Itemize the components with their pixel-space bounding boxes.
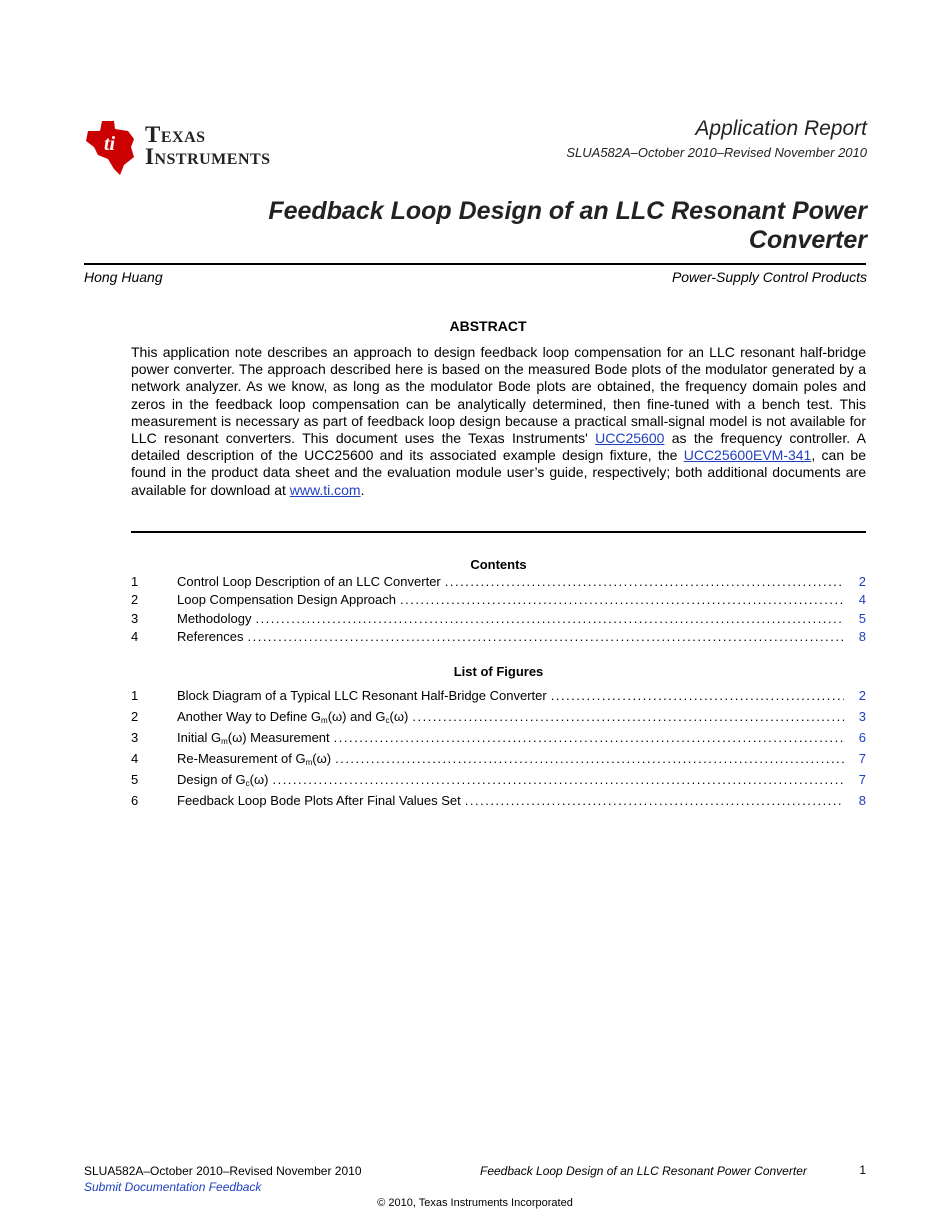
figure-label [177, 772, 272, 788]
toc-leader [445, 574, 844, 589]
toc-label: References [177, 629, 244, 644]
figure-label-part: Design of G [177, 772, 246, 787]
ti-website-link[interactable]: www.ti.com [289, 481, 361, 498]
figure-label-sub: c [385, 716, 390, 725]
figure-row[interactable] [131, 688, 866, 704]
figure-label-part: Initial G [177, 730, 222, 745]
logo-line-2: Instruments [145, 144, 271, 169]
figure-label-sub: m [321, 716, 328, 725]
figure-label-part: (ω) [312, 751, 332, 766]
evm-link[interactable]: UCC25600EVM-341 [683, 447, 812, 464]
title-rule [84, 263, 866, 265]
abstract-text-1: This application note describes an approach to design feedback loop compensation for an LLC resonant half-bridge power converter. The approach described here is based on the measured Bode plots of the modulator generated by a network analyzer. As we know, as long as the modulator Bode plots are obtained, the frequency domain poles and zeros in the feedback loop compensation can be analytically determined, then fine-tuned with a bench test. This measurement is necessary as part of feedback loop design because a practical small-signal model is not available for LLC resonant converters. This document uses the Texas Instruments' [131, 344, 866, 447]
figure-label-part: (ω) Measurement [227, 730, 330, 745]
abstract-body [131, 344, 866, 499]
toc-num: 4 [131, 629, 139, 644]
figure-label-part: (ω) [249, 772, 269, 787]
figure-page-link[interactable]: 3 [858, 709, 866, 724]
group: Power-Supply Control Products [671, 269, 867, 285]
figure-leader [465, 793, 844, 808]
author: Hong Huang [84, 269, 163, 285]
figure-num: 4 [131, 751, 139, 766]
toc-row[interactable] [131, 574, 866, 590]
figure-label-sub: m [305, 758, 313, 767]
toc-page-link[interactable]: 5 [858, 611, 866, 626]
figure-label-part: Another Way to Define G [177, 709, 322, 724]
figure-row[interactable] [131, 730, 866, 746]
toc-num: 1 [131, 574, 139, 589]
toc-leader [400, 592, 844, 607]
figure-num: 5 [131, 772, 139, 787]
abstract-rule [131, 531, 866, 533]
figure-num: 6 [131, 793, 139, 808]
abstract-heading: ABSTRACT [449, 318, 527, 334]
ucc25600-link[interactable]: UCC25600 [595, 430, 665, 447]
footer-title: Feedback Loop Design of an LLC Resonant Power Converter [480, 1164, 807, 1178]
page-title: Feedback Loop Design of an LLC Resonant Power Converter [268, 197, 867, 254]
figure-leader [551, 688, 844, 703]
figure-leader [334, 730, 844, 745]
figure-leader [272, 772, 844, 787]
figure-label-sub: c [245, 779, 250, 788]
figure-row[interactable] [131, 751, 866, 767]
toc-label: Methodology [177, 611, 252, 626]
toc-row[interactable] [131, 629, 866, 645]
figure-label [177, 709, 412, 725]
figure-label: Feedback Loop Bode Plots After Final Values Set [177, 793, 461, 808]
figure-page-link[interactable]: 7 [858, 772, 866, 787]
figure-label: Block Diagram of a Typical LLC Resonant Half-Bridge Converter [177, 688, 547, 703]
figure-label [177, 751, 335, 767]
toc-leader [247, 629, 844, 644]
report-type: Application Report [695, 117, 867, 140]
figure-row[interactable] [131, 772, 866, 788]
toc-row[interactable] [131, 592, 866, 608]
figure-num: 3 [131, 730, 139, 745]
toc-page-link[interactable]: 8 [858, 629, 866, 644]
toc-row[interactable] [131, 611, 866, 627]
doc-id: SLUA582A–October 2010–Revised November 2010 [566, 145, 867, 160]
figure-leader [335, 751, 844, 766]
logo-line-1: Texas [145, 122, 206, 147]
abstract-text-4: . [360, 481, 365, 498]
figure-row[interactable] [131, 793, 866, 809]
figure-leader [412, 709, 844, 724]
toc-label: Control Loop Description of an LLC Converter [177, 574, 441, 589]
toc-num: 3 [131, 611, 139, 626]
abstract-text-3: , can be found in the product data sheet and the evaluation module user’s guide, respectively; both additional documents are available for download at [131, 447, 866, 498]
figures-heading: List of Figures [453, 664, 544, 679]
figure-page-link[interactable]: 8 [858, 793, 866, 808]
figure-label-part: Re-Measurement of G [177, 751, 306, 766]
figure-label [177, 730, 334, 746]
toc-label: Loop Compensation Design Approach [177, 592, 396, 607]
figure-page-link[interactable]: 7 [858, 751, 866, 766]
figure-label-sub: m [221, 737, 228, 746]
abstract-text-2: as the frequency controller. A detailed description of the UCC25600 and its associated example design fixture, the [131, 430, 866, 464]
logo-wordmark [145, 124, 271, 168]
figure-page-link[interactable]: 2 [858, 688, 866, 703]
figure-page-link[interactable]: 6 [858, 730, 866, 745]
figure-num: 2 [131, 709, 139, 724]
toc-page-link[interactable]: 2 [858, 574, 866, 589]
svg-text:ti: ti [104, 133, 116, 155]
contents-heading: Contents [470, 557, 527, 572]
figure-label-part: (ω) and G [327, 709, 386, 724]
toc-leader [255, 611, 844, 626]
figure-label-part: (ω) [389, 709, 409, 724]
footer-doc-id: SLUA582A–October 2010–Revised November 2010 [84, 1164, 362, 1178]
toc-page-link[interactable]: 4 [858, 592, 866, 607]
figure-row[interactable] [131, 709, 866, 725]
copyright: © 2010, Texas Instruments Incorporated [377, 1197, 573, 1209]
ti-state-icon [86, 121, 134, 175]
submit-feedback-link[interactable]: Submit Documentation Feedback [84, 1180, 262, 1194]
figure-num: 1 [131, 688, 139, 703]
page-number: 1 [859, 1163, 866, 1177]
toc-num: 2 [131, 592, 139, 607]
